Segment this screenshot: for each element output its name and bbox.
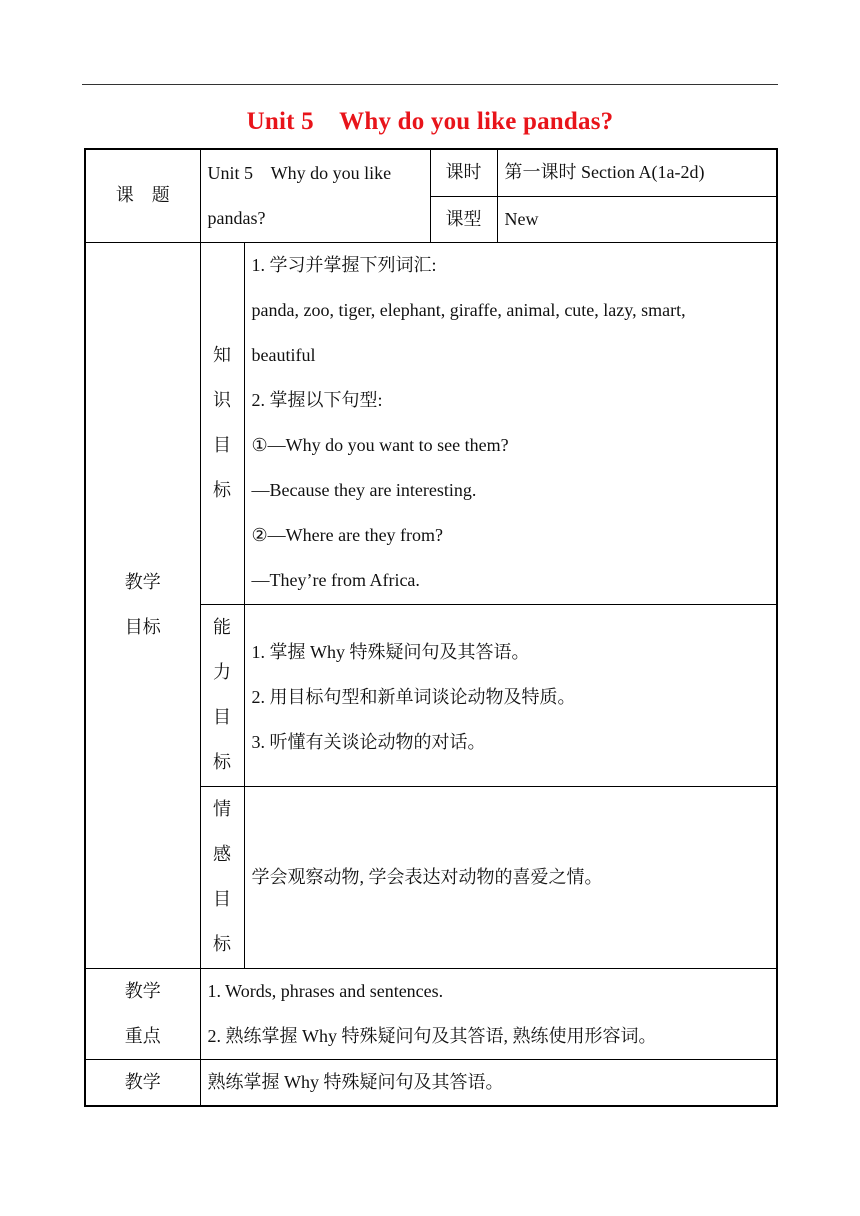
type-value: New <box>497 196 777 242</box>
ability-line: 3. 听懂有关谈论动物的对话。 <box>251 731 486 752</box>
key-points-content <box>200 968 777 1059</box>
topic-row <box>85 149 777 196</box>
difficulty-row <box>85 1059 777 1106</box>
lesson-plan-table <box>84 148 778 1107</box>
label-char: 标 <box>213 934 231 954</box>
topic-value <box>200 149 430 242</box>
label-char: 感 <box>213 844 231 864</box>
knowledge-line: —They’re from Africa. <box>251 570 420 590</box>
objectives-label-line: 目标 <box>124 617 161 637</box>
knowledge-line: ②—Where are they from? <box>251 525 444 545</box>
knowledge-line: panda, zoo, tiger, elephant, giraffe, animal, cute, lazy, smart, <box>251 300 686 320</box>
header-rule <box>82 84 778 85</box>
key-points-label-line: 重点 <box>124 1025 161 1046</box>
emotion-line: 学会观察动物, 学会表达对动物的喜爱之情。 <box>251 866 603 887</box>
period-label: 课时 <box>430 149 497 196</box>
knowledge-line: 2. 掌握以下句型: <box>251 390 383 410</box>
emotion-label <box>200 786 244 968</box>
label-char: 能 <box>213 617 231 637</box>
label-char: 标 <box>213 752 231 772</box>
key-points-line: 2. 熟练掌握 Why 特殊疑问句及其答语, 熟练使用形容词。 <box>207 1025 657 1046</box>
period-value: 第一课时 Section A(1a-2d) <box>497 149 777 196</box>
document-title: Unit 5 Why do you like pandas? <box>246 108 614 135</box>
label-char: 情 <box>213 799 231 819</box>
ability-line: 1. 掌握 Why 特殊疑问句及其答语。 <box>251 641 530 662</box>
label-char: 知 <box>213 345 231 365</box>
knowledge-line: beautiful <box>251 345 316 365</box>
emotion-content <box>244 786 777 968</box>
ability-line: 2. 用目标句型和新单词谈论动物及特质。 <box>251 686 576 707</box>
key-points-row <box>85 968 777 1059</box>
knowledge-line: ①—Why do you want to see them? <box>251 435 509 455</box>
knowledge-line: 1. 学习并掌握下列词汇: <box>251 255 437 275</box>
objectives-label <box>85 242 200 968</box>
key-points-label-line: 教学 <box>124 980 161 1001</box>
key-points-label <box>85 968 200 1059</box>
ability-label <box>200 604 244 786</box>
knowledge-line: —Because they are interesting. <box>251 480 477 500</box>
knowledge-label <box>200 242 244 604</box>
label-char: 力 <box>213 662 231 682</box>
key-points-line: 1. Words, phrases and sentences. <box>207 980 444 1001</box>
topic-value-line: pandas? <box>207 207 266 228</box>
knowledge-content <box>244 242 777 604</box>
knowledge-row <box>85 242 777 604</box>
label-char: 目 <box>213 435 231 455</box>
difficulty-content: 熟练掌握 Why 特殊疑问句及其答语。 <box>200 1059 777 1106</box>
topic-label: 课 题 <box>85 149 200 242</box>
label-char: 标 <box>213 480 231 500</box>
type-label: 课型 <box>430 196 497 242</box>
ability-content <box>244 604 777 786</box>
difficulty-label: 教学 <box>85 1059 200 1106</box>
label-char: 识 <box>213 390 231 410</box>
label-char: 目 <box>213 889 231 909</box>
objectives-label-line: 教学 <box>124 572 161 592</box>
label-char: 目 <box>213 707 231 727</box>
topic-value-line: Unit 5 Why do you like <box>207 162 392 183</box>
